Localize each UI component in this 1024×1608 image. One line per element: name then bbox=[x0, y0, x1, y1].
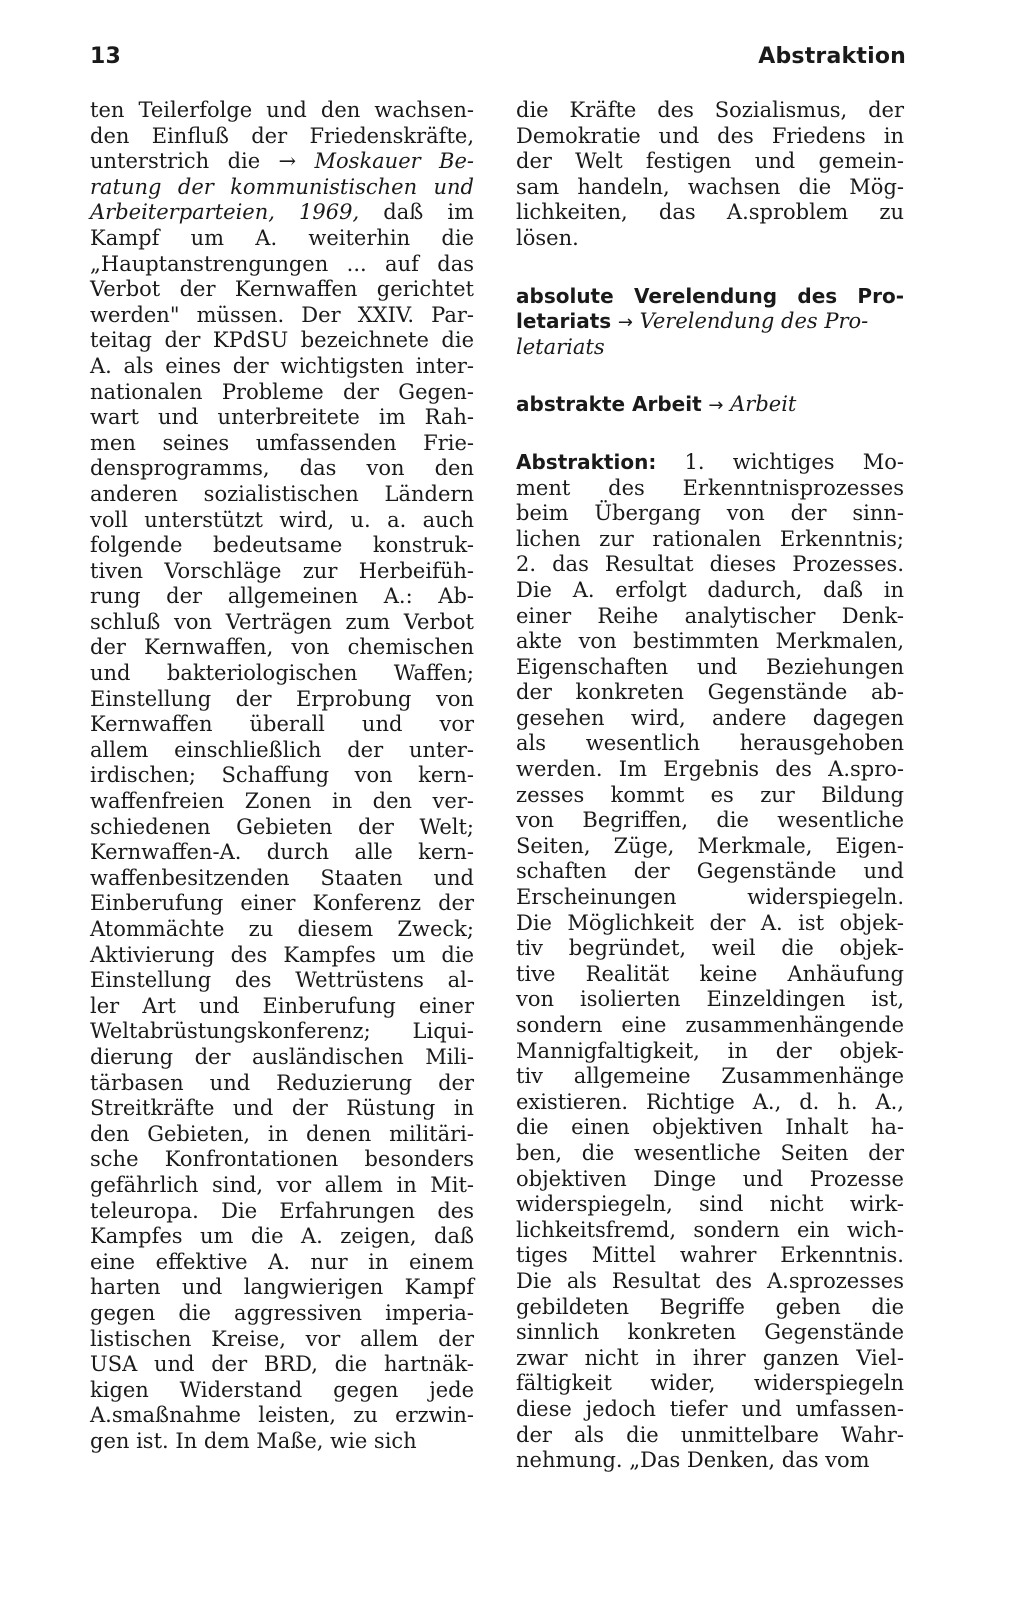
text-line: ben, die wesentliche Seiten der bbox=[516, 1140, 904, 1165]
text-line: tive Realität keine Anhäufung bbox=[516, 961, 904, 986]
text-line: gefährlich sind, vor allem in Mit- bbox=[90, 1172, 474, 1197]
text-line: Kernwaffen überall und vor bbox=[90, 712, 474, 737]
text-line: irdischen; Schaffung von kern- bbox=[90, 763, 474, 788]
text-line: der als die unmittelbare Wahr- bbox=[516, 1422, 904, 1447]
text-line: sche Konfrontationen besonders bbox=[90, 1147, 474, 1172]
text-line: unterstrich die → Moskauer Be- bbox=[90, 149, 475, 174]
left-column bbox=[90, 98, 474, 1454]
text-line: den Einfluß der Friedenskräfte, bbox=[90, 123, 474, 148]
text-line: eine effektive A. nur in einem bbox=[90, 1249, 474, 1274]
entry-abstraktion bbox=[516, 450, 904, 1474]
text-line: gesehen wird, andere dagegen bbox=[516, 705, 904, 730]
text-line: ment des Erkenntnisprozesses bbox=[516, 475, 904, 500]
text-line: einer Reihe analytischer Denk- bbox=[516, 603, 904, 628]
cross-reference-link[interactable]: Arbeit bbox=[730, 392, 797, 417]
text-line: Kampfes um die A. zeigen, daß bbox=[90, 1224, 474, 1249]
text-line: und bakteriologischen Waffen; bbox=[90, 661, 474, 686]
text-line: A.smaßnahme leisten, zu erzwin- bbox=[90, 1403, 474, 1428]
text-line: lichen zur rationalen Erkenntnis; bbox=[516, 526, 904, 551]
text-line: zwar nicht in ihrer ganzen Viel- bbox=[516, 1345, 904, 1370]
text-line: Eigenschaften und Beziehungen bbox=[516, 654, 904, 679]
page-number: 13 bbox=[90, 44, 122, 69]
entry-lemma: abstrakte Arbeit bbox=[516, 392, 702, 417]
text-line: widerspiegeln, sind nicht wirk- bbox=[516, 1192, 904, 1217]
text-line: lichkeitsfremd, sondern ein wich- bbox=[516, 1217, 904, 1242]
text-line: diese jedoch tiefer und umfassen- bbox=[516, 1396, 904, 1421]
text-line: teleuropa. Die Erfahrungen des bbox=[90, 1198, 474, 1223]
text-line: Einstellung der Erprobung von bbox=[90, 686, 474, 711]
text-line: „Hauptanstrengungen ... auf das bbox=[90, 251, 474, 276]
text-line: werden" müssen. Der XXIV. Par- bbox=[90, 302, 474, 327]
text-line: schaften der Gegenstände und bbox=[516, 859, 904, 884]
text-line: Aktivierung des Kampfes um die bbox=[90, 942, 474, 967]
text-line: zesses kommt es zur Bildung bbox=[516, 782, 904, 807]
text-line: objektiven Dinge und Prozesse bbox=[516, 1166, 904, 1191]
cross-reference-link[interactable]: Verelendung des Pro- bbox=[639, 309, 869, 334]
text-line: tiv allgemeine Zusammenhänge bbox=[516, 1064, 904, 1089]
entry-first-line: Abstraktion: 1. wichtiges Mo- bbox=[516, 449, 904, 474]
text-line: teitag der KPdSU bezeichnete die bbox=[90, 328, 474, 353]
text-line: sam handeln, wachsen die Mög- bbox=[516, 174, 904, 199]
text-line: werden. Im Ergebnis des A.spro- bbox=[516, 757, 904, 782]
text-line: dierung der ausländischen Mili- bbox=[90, 1044, 474, 1069]
text-line: fältigkeit wider, widerspiegeln bbox=[516, 1371, 904, 1396]
text-line: allem einschließlich der unter- bbox=[90, 737, 474, 762]
text-line: ler Art und Einberufung einer bbox=[90, 993, 474, 1018]
text-line: rung der allgemeinen A.: Ab- bbox=[90, 584, 474, 609]
text-line: Arbeiterparteien, 1969, daß im bbox=[90, 200, 474, 225]
cross-reference-arrow-icon: → bbox=[708, 395, 724, 417]
text-line: waffenfreien Zonen in den ver- bbox=[90, 789, 474, 814]
text-line: Die als Resultat des A.sprozesses bbox=[516, 1268, 904, 1293]
text-line: lichkeiten, das A.sproblem zu bbox=[516, 200, 904, 225]
text-line: sondern eine zusammenhängende bbox=[516, 1013, 904, 1037]
text-line: den Gebieten, in denen militäri- bbox=[90, 1121, 474, 1146]
text-line: nehmung. „Das Denken, das vom bbox=[516, 1448, 870, 1473]
text-line: tiven Vorschläge zur Herbeifüh- bbox=[90, 558, 474, 583]
text-line: lösen. bbox=[516, 225, 579, 250]
text-line: tärbasen und Reduzierung der bbox=[90, 1070, 474, 1095]
entry-absolute-verelendung bbox=[516, 284, 904, 361]
text-line: Kampf um A. weiterhin die bbox=[90, 225, 474, 250]
text-line: Verbot der Kernwaffen gerichtet bbox=[90, 277, 474, 302]
entry-line bbox=[516, 392, 904, 418]
text-line: der konkreten Gegenstände ab- bbox=[516, 680, 904, 705]
text-line: von Begriffen, die wesentliche bbox=[516, 808, 904, 833]
text-line: nationalen Probleme der Gegen- bbox=[90, 379, 474, 404]
text-line: Die A. erfolgt dadurch, daß in bbox=[516, 577, 904, 602]
text-line: Kernwaffen-A. durch alle kern- bbox=[90, 840, 474, 865]
text-line: Einberufung einer Konferenz der bbox=[90, 891, 474, 916]
text-line: schluß von Verträgen zum Verbot bbox=[90, 609, 474, 634]
text-line: die einen objektiven Inhalt ha- bbox=[516, 1115, 904, 1140]
text-line: der Kernwaffen, von chemischen bbox=[90, 635, 474, 660]
entry-lemma-continued: letariats → Verelendung des Pro- bbox=[516, 309, 869, 334]
text-line: Einstellung des Wettrüstens al- bbox=[90, 968, 474, 993]
text-line: gen ist. In dem Maße, wie sich bbox=[90, 1428, 417, 1453]
text-line: Seiten, Züge, Merkmale, Eigen- bbox=[516, 833, 904, 858]
text-line: Die Möglichkeit der A. ist objek- bbox=[516, 910, 904, 935]
entry-lemma: Abstraktion: bbox=[516, 449, 657, 474]
text-line: folgende bedeutsame konstruk- bbox=[90, 533, 474, 558]
text-line: waffenbesitzenden Staaten und bbox=[90, 865, 474, 890]
text-line: kigen Widerstand gegen jede bbox=[90, 1377, 474, 1402]
text-line: tiges Mittel wahrer Erkenntnis. bbox=[516, 1243, 904, 1268]
text-line: existieren. Richtige A., d. h. A., bbox=[516, 1089, 904, 1114]
text-line: Streitkräfte und der Rüstung in bbox=[90, 1096, 474, 1121]
text-line: gebildeten Begriffe geben die bbox=[516, 1294, 904, 1319]
text-line: anderen sozialistischen Ländern bbox=[90, 481, 474, 506]
text-line: USA und der BRD, die hartnäk- bbox=[90, 1352, 474, 1377]
text-line: tiv begründet, weil die objek- bbox=[516, 936, 904, 961]
text-line: Weltabrüstungskonferenz; Liqui- bbox=[90, 1019, 474, 1044]
text-line: beim Übergang von der sinn- bbox=[516, 501, 904, 526]
text-line: voll unterstützt wird, u. a. auch bbox=[90, 507, 474, 532]
text-line: als wesentlich herausgehoben bbox=[516, 731, 904, 756]
entry-lemma: absolute Verelendung des Pro- bbox=[516, 283, 904, 308]
text-line: sinnlich konkreten Gegenstände bbox=[516, 1320, 904, 1345]
running-head: Abstraktion bbox=[758, 44, 906, 69]
text-line: der Welt festigen und gemein- bbox=[516, 149, 904, 174]
text-line: densprogramms, das von den bbox=[90, 456, 474, 481]
text-line: Mannigfaltigkeit, in der objek- bbox=[516, 1038, 904, 1063]
text-line: die Kräfte des Sozialismus, der bbox=[516, 98, 904, 122]
text-line: wart und unterbreitete im Rah- bbox=[90, 405, 474, 430]
text-line: harten und langwierigen Kampf bbox=[90, 1275, 474, 1300]
text-line: men seines umfassenden Frie- bbox=[90, 430, 474, 455]
right-column bbox=[516, 98, 904, 1474]
text-line: Demokratie und des Friedens in bbox=[516, 123, 904, 148]
cross-reference-link-continued[interactable]: letariats bbox=[516, 334, 605, 359]
text-line: 2. das Resultat dieses Prozesses. bbox=[516, 552, 904, 577]
cross-reference-arrow-icon: → bbox=[617, 312, 633, 334]
entry-abstrakte-arbeit bbox=[516, 392, 904, 418]
text-line: schiedenen Gebieten der Welt; bbox=[90, 814, 474, 839]
text-line: Atommächte zu diesem Zweck; bbox=[90, 917, 474, 941]
text-line: listischen Kreise, vor allem der bbox=[90, 1326, 474, 1351]
text-line: akte von bestimmten Merkmalen, bbox=[516, 629, 904, 654]
text-line: A. als eines der wichtigsten inter- bbox=[90, 353, 474, 378]
text-line: gegen die aggressiven imperia- bbox=[90, 1300, 474, 1325]
text-line: Erscheinungen widerspiegeln. bbox=[516, 885, 904, 910]
text-line: ten Teilerfolge und den wachsen- bbox=[90, 98, 474, 122]
text-line: von isolierten Einzeldingen ist, bbox=[516, 987, 904, 1012]
text-line: ratung der kommunistischen und bbox=[90, 174, 474, 199]
